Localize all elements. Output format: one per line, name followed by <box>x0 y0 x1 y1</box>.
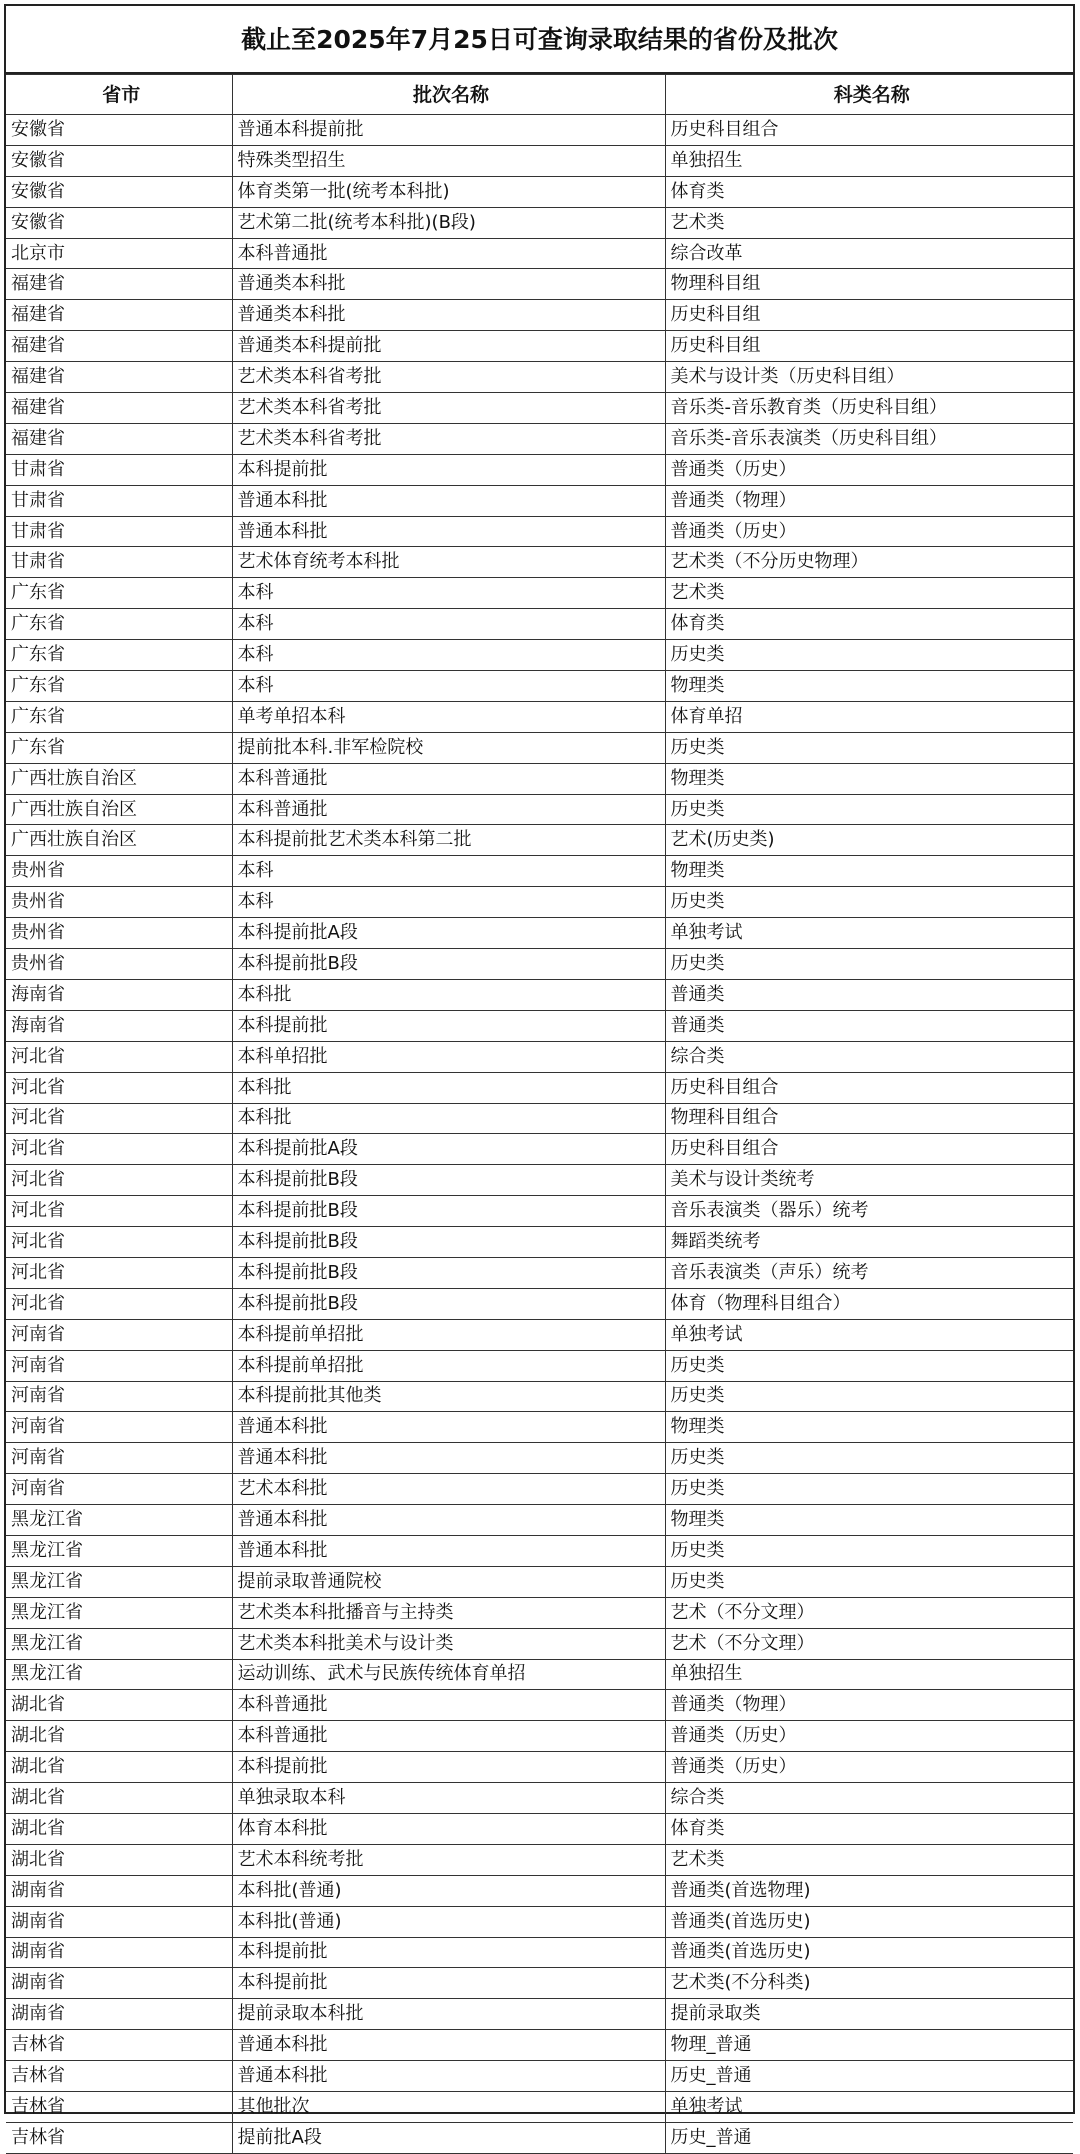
cell-batch-name: 普通类本科批 <box>232 300 665 331</box>
table-row <box>6 1010 1073 1041</box>
table-row <box>6 1628 1073 1659</box>
cell-batch-name: 本科提前批A段 <box>232 918 665 949</box>
cell-province: 安徽省 <box>6 176 232 207</box>
cell-province: 广东省 <box>6 732 232 763</box>
cell-category-name: 历史科目组 <box>665 300 1073 331</box>
cell-category-name: 历史_普通 <box>665 2061 1073 2092</box>
cell-category-name: 综合改革 <box>665 238 1073 269</box>
cell-batch-name: 艺术本科统考批 <box>232 1844 665 1875</box>
table-row <box>6 454 1073 485</box>
cell-batch-name: 普通类本科提前批 <box>232 331 665 362</box>
cell-batch-name: 体育类第一批(统考本科批) <box>232 176 665 207</box>
cell-province: 吉林省 <box>6 2122 232 2153</box>
cell-category-name: 艺术类（不分历史物理） <box>665 547 1073 578</box>
cell-batch-name: 提前批A段 <box>232 2122 665 2153</box>
table-row <box>6 1813 1073 1844</box>
cell-batch-name: 普通本科批 <box>232 485 665 516</box>
cell-category-name: 物理类 <box>665 763 1073 794</box>
cell-batch-name: 特殊类型招生 <box>232 145 665 176</box>
cell-batch-name: 艺术第二批(统考本科批)(B段) <box>232 207 665 238</box>
cell-batch-name: 本科提前批B段 <box>232 1196 665 1227</box>
cell-category-name: 普通类（物理） <box>665 1690 1073 1721</box>
cell-category-name: 历史类 <box>665 1474 1073 1505</box>
cell-province: 广西壮族自治区 <box>6 763 232 794</box>
page-title: 截止至2025年7月25日可查询录取结果的省份及批次 <box>6 6 1073 74</box>
cell-category-name: 物理类 <box>665 1505 1073 1536</box>
table-row <box>6 331 1073 362</box>
cell-category-name: 历史类 <box>665 732 1073 763</box>
table-row <box>6 2122 1073 2153</box>
cell-category-name: 提前录取类 <box>665 1999 1073 2030</box>
table-row <box>6 2092 1073 2123</box>
cell-province: 贵州省 <box>6 918 232 949</box>
cell-province: 安徽省 <box>6 145 232 176</box>
table-row <box>6 1659 1073 1690</box>
table-row <box>6 1474 1073 1505</box>
cell-province: 广东省 <box>6 609 232 640</box>
cell-batch-name: 本科普通批 <box>232 763 665 794</box>
table-row <box>6 269 1073 300</box>
cell-batch-name: 提前录取普通院校 <box>232 1566 665 1597</box>
cell-province: 河南省 <box>6 1443 232 1474</box>
cell-batch-name: 本科批 <box>232 1072 665 1103</box>
table-header-row <box>6 75 1073 115</box>
cell-province: 河北省 <box>6 1072 232 1103</box>
cell-batch-name: 本科提前批 <box>232 1968 665 1999</box>
cell-category-name: 综合类 <box>665 1041 1073 1072</box>
header-category-name: 科类名称 <box>665 75 1073 115</box>
cell-province: 黑龙江省 <box>6 1535 232 1566</box>
table-row <box>6 362 1073 393</box>
table-row <box>6 1597 1073 1628</box>
table-row <box>6 485 1073 516</box>
cell-province: 湖南省 <box>6 1875 232 1906</box>
cell-batch-name: 艺术类本科省考批 <box>232 423 665 454</box>
table-row <box>6 1412 1073 1443</box>
cell-province: 广西壮族自治区 <box>6 794 232 825</box>
table-row <box>6 1566 1073 1597</box>
cell-category-name: 艺术类 <box>665 207 1073 238</box>
cell-batch-name: 本科提前批 <box>232 1752 665 1783</box>
cell-batch-name: 本科 <box>232 609 665 640</box>
cell-province: 福建省 <box>6 423 232 454</box>
cell-category-name: 普通类（物理） <box>665 485 1073 516</box>
cell-province: 海南省 <box>6 1010 232 1041</box>
cell-category-name: 单独考试 <box>665 1319 1073 1350</box>
table-row <box>6 1319 1073 1350</box>
cell-province: 贵州省 <box>6 856 232 887</box>
table-row <box>6 671 1073 702</box>
cell-province: 贵州省 <box>6 949 232 980</box>
table-row <box>6 918 1073 949</box>
cell-category-name: 历史类 <box>665 887 1073 918</box>
cell-category-name: 普通类 <box>665 1010 1073 1041</box>
cell-category-name: 艺术(历史类) <box>665 825 1073 856</box>
table-row <box>6 1937 1073 1968</box>
cell-category-name: 体育类 <box>665 1813 1073 1844</box>
cell-category-name: 物理类 <box>665 856 1073 887</box>
cell-batch-name: 本科普通批 <box>232 794 665 825</box>
cell-province: 河南省 <box>6 1474 232 1505</box>
table-row <box>6 238 1073 269</box>
cell-province: 湖北省 <box>6 1690 232 1721</box>
cell-category-name: 历史类 <box>665 949 1073 980</box>
cell-province: 福建省 <box>6 393 232 424</box>
cell-category-name: 历史_普通 <box>665 2122 1073 2153</box>
cell-category-name: 物理_普通 <box>665 2030 1073 2061</box>
cell-batch-name: 普通本科批 <box>232 1505 665 1536</box>
cell-category-name: 美术与设计类（历史科目组） <box>665 362 1073 393</box>
cell-category-name: 艺术（不分文理） <box>665 1597 1073 1628</box>
cell-category-name: 普通类(首选物理) <box>665 1875 1073 1906</box>
cell-category-name: 物理类 <box>665 1412 1073 1443</box>
table-row <box>6 640 1073 671</box>
table-row <box>6 1844 1073 1875</box>
cell-province: 湖南省 <box>6 1968 232 1999</box>
table-row <box>6 115 1073 146</box>
cell-category-name: 普通类（历史） <box>665 454 1073 485</box>
table-row <box>6 1257 1073 1288</box>
table-row <box>6 207 1073 238</box>
cell-batch-name: 本科提前批B段 <box>232 1257 665 1288</box>
cell-batch-name: 本科提前批B段 <box>232 1288 665 1319</box>
cell-batch-name: 本科提前单招批 <box>232 1319 665 1350</box>
cell-batch-name: 艺术体育统考本科批 <box>232 547 665 578</box>
cell-batch-name: 本科单招批 <box>232 1041 665 1072</box>
cell-province: 河北省 <box>6 1227 232 1258</box>
table-row <box>6 547 1073 578</box>
cell-batch-name: 普通本科批 <box>232 1443 665 1474</box>
cell-category-name: 物理科目组 <box>665 269 1073 300</box>
cell-batch-name: 本科 <box>232 856 665 887</box>
cell-province: 黑龙江省 <box>6 1628 232 1659</box>
table-row <box>6 423 1073 454</box>
cell-province: 吉林省 <box>6 2030 232 2061</box>
table-row <box>6 949 1073 980</box>
cell-batch-name: 艺术类本科批美术与设计类 <box>232 1628 665 1659</box>
cell-batch-name: 普通本科批 <box>232 516 665 547</box>
cell-category-name: 普通类(首选历史) <box>665 1906 1073 1937</box>
cell-batch-name: 普通本科批 <box>232 1412 665 1443</box>
cell-province: 广东省 <box>6 640 232 671</box>
table-row <box>6 887 1073 918</box>
cell-province: 河南省 <box>6 1350 232 1381</box>
cell-province: 贵州省 <box>6 887 232 918</box>
cell-category-name: 综合类 <box>665 1783 1073 1814</box>
cell-category-name: 普通类（历史） <box>665 1721 1073 1752</box>
table-row <box>6 1906 1073 1937</box>
cell-batch-name: 本科普通批 <box>232 1690 665 1721</box>
table-row <box>6 393 1073 424</box>
cell-province: 湖南省 <box>6 1937 232 1968</box>
table-row <box>6 1752 1073 1783</box>
cell-province: 湖南省 <box>6 1999 232 2030</box>
cell-province: 湖北省 <box>6 1813 232 1844</box>
cell-batch-name: 普通本科批 <box>232 1535 665 1566</box>
cell-category-name: 普通类（历史） <box>665 516 1073 547</box>
cell-batch-name: 本科批(普通) <box>232 1875 665 1906</box>
cell-category-name: 历史类 <box>665 1350 1073 1381</box>
cell-category-name: 单独考试 <box>665 2092 1073 2123</box>
admission-table-sheet <box>4 4 1075 2148</box>
cell-batch-name: 普通本科批 <box>232 2030 665 2061</box>
cell-batch-name: 普通本科批 <box>232 2061 665 2092</box>
table-row <box>6 1381 1073 1412</box>
table-row <box>6 1999 1073 2030</box>
cell-category-name: 历史类 <box>665 1443 1073 1474</box>
cell-batch-name: 本科 <box>232 671 665 702</box>
cell-province: 河北省 <box>6 1134 232 1165</box>
cell-batch-name: 单考单招本科 <box>232 701 665 732</box>
cell-province: 广东省 <box>6 701 232 732</box>
cell-batch-name: 本科提前批 <box>232 1010 665 1041</box>
cell-category-name: 艺术类(不分科类) <box>665 1968 1073 1999</box>
cell-batch-name: 其他批次 <box>232 2092 665 2123</box>
cell-category-name: 体育类 <box>665 176 1073 207</box>
cell-category-name: 单独考试 <box>665 918 1073 949</box>
cell-province: 河南省 <box>6 1381 232 1412</box>
table-row <box>6 300 1073 331</box>
table-row <box>6 1103 1073 1134</box>
cell-batch-name: 本科普通批 <box>232 238 665 269</box>
cell-province: 河北省 <box>6 1041 232 1072</box>
cell-province: 黑龙江省 <box>6 1597 232 1628</box>
cell-batch-name: 本科批 <box>232 979 665 1010</box>
table-row <box>6 578 1073 609</box>
cell-province: 河北省 <box>6 1257 232 1288</box>
table-row <box>6 1721 1073 1752</box>
header-province: 省市 <box>6 75 232 115</box>
cell-batch-name: 运动训练、武术与民族传统体育单招 <box>232 1659 665 1690</box>
cell-batch-name: 本科提前批B段 <box>232 949 665 980</box>
cell-category-name: 单独招生 <box>665 1659 1073 1690</box>
table-row <box>6 1196 1073 1227</box>
cell-category-name: 历史类 <box>665 1535 1073 1566</box>
cell-batch-name: 本科提前单招批 <box>232 1350 665 1381</box>
cell-province: 福建省 <box>6 362 232 393</box>
cell-province: 河北省 <box>6 1288 232 1319</box>
cell-province: 湖北省 <box>6 1844 232 1875</box>
table-row <box>6 979 1073 1010</box>
cell-category-name: 音乐表演类（声乐）统考 <box>665 1257 1073 1288</box>
cell-province: 福建省 <box>6 331 232 362</box>
cell-category-name: 音乐类-音乐教育类（历史科目组） <box>665 393 1073 424</box>
cell-province: 海南省 <box>6 979 232 1010</box>
table-row <box>6 1165 1073 1196</box>
table-row <box>6 516 1073 547</box>
cell-province: 黑龙江省 <box>6 1659 232 1690</box>
table-row <box>6 1690 1073 1721</box>
cell-province: 吉林省 <box>6 2092 232 2123</box>
admission-table <box>6 74 1073 2154</box>
table-row <box>6 701 1073 732</box>
table-row <box>6 1968 1073 1999</box>
table-row <box>6 1041 1073 1072</box>
cell-category-name: 历史科目组 <box>665 331 1073 362</box>
cell-province: 湖北省 <box>6 1752 232 1783</box>
cell-batch-name: 提前批本科.非军检院校 <box>232 732 665 763</box>
cell-province: 广西壮族自治区 <box>6 825 232 856</box>
cell-category-name: 艺术类 <box>665 578 1073 609</box>
cell-batch-name: 本科批(普通) <box>232 1906 665 1937</box>
cell-province: 湖北省 <box>6 1783 232 1814</box>
cell-province: 福建省 <box>6 300 232 331</box>
cell-category-name: 普通类 <box>665 979 1073 1010</box>
cell-province: 安徽省 <box>6 207 232 238</box>
cell-batch-name: 普通本科提前批 <box>232 115 665 146</box>
cell-batch-name: 本科 <box>232 887 665 918</box>
table-row <box>6 2061 1073 2092</box>
cell-province: 河南省 <box>6 1319 232 1350</box>
cell-category-name: 历史科目组合 <box>665 115 1073 146</box>
cell-category-name: 体育单招 <box>665 701 1073 732</box>
cell-batch-name: 艺术本科批 <box>232 1474 665 1505</box>
cell-batch-name: 本科普通批 <box>232 1721 665 1752</box>
table-row <box>6 1535 1073 1566</box>
cell-province: 安徽省 <box>6 115 232 146</box>
cell-category-name: 普通类(首选历史) <box>665 1937 1073 1968</box>
cell-batch-name: 本科提前批其他类 <box>232 1381 665 1412</box>
cell-province: 甘肃省 <box>6 454 232 485</box>
table-row <box>6 794 1073 825</box>
cell-province: 河北省 <box>6 1196 232 1227</box>
table-row <box>6 1227 1073 1258</box>
cell-province: 黑龙江省 <box>6 1566 232 1597</box>
cell-category-name: 单独招生 <box>665 145 1073 176</box>
table-row <box>6 825 1073 856</box>
table-row <box>6 1288 1073 1319</box>
cell-batch-name: 本科 <box>232 640 665 671</box>
cell-category-name: 舞蹈类统考 <box>665 1227 1073 1258</box>
cell-category-name: 音乐类-音乐表演类（历史科目组） <box>665 423 1073 454</box>
cell-province: 河北省 <box>6 1103 232 1134</box>
table-row <box>6 1875 1073 1906</box>
cell-province: 甘肃省 <box>6 485 232 516</box>
table-row <box>6 1350 1073 1381</box>
cell-province: 黑龙江省 <box>6 1505 232 1536</box>
cell-batch-name: 本科提前批A段 <box>232 1134 665 1165</box>
cell-batch-name: 本科提前批 <box>232 1937 665 1968</box>
cell-province: 福建省 <box>6 269 232 300</box>
cell-category-name: 历史类 <box>665 1381 1073 1412</box>
table-row <box>6 732 1073 763</box>
cell-category-name: 美术与设计类统考 <box>665 1165 1073 1196</box>
cell-province: 甘肃省 <box>6 516 232 547</box>
cell-batch-name: 艺术类本科批播音与主持类 <box>232 1597 665 1628</box>
table-row <box>6 2030 1073 2061</box>
cell-province: 甘肃省 <box>6 547 232 578</box>
cell-category-name: 体育类 <box>665 609 1073 640</box>
cell-category-name: 历史类 <box>665 640 1073 671</box>
table-row <box>6 1783 1073 1814</box>
cell-category-name: 历史科目组合 <box>665 1134 1073 1165</box>
cell-category-name: 物理科目组合 <box>665 1103 1073 1134</box>
cell-category-name: 体育（物理科目组合） <box>665 1288 1073 1319</box>
cell-category-name: 音乐表演类（器乐）统考 <box>665 1196 1073 1227</box>
cell-province: 北京市 <box>6 238 232 269</box>
cell-batch-name: 本科提前批B段 <box>232 1227 665 1258</box>
table-row <box>6 1134 1073 1165</box>
table-row <box>6 1505 1073 1536</box>
cell-category-name: 艺术类 <box>665 1844 1073 1875</box>
cell-province: 吉林省 <box>6 2061 232 2092</box>
cell-batch-name: 普通类本科批 <box>232 269 665 300</box>
cell-category-name: 历史类 <box>665 794 1073 825</box>
cell-province: 河北省 <box>6 1165 232 1196</box>
table-row <box>6 763 1073 794</box>
cell-batch-name: 本科提前批艺术类本科第二批 <box>232 825 665 856</box>
cell-batch-name: 本科提前批B段 <box>232 1165 665 1196</box>
cell-batch-name: 本科批 <box>232 1103 665 1134</box>
table-row <box>6 609 1073 640</box>
cell-category-name: 物理类 <box>665 671 1073 702</box>
cell-province: 河南省 <box>6 1412 232 1443</box>
cell-province: 湖南省 <box>6 1906 232 1937</box>
cell-batch-name: 本科提前批 <box>232 454 665 485</box>
cell-province: 广东省 <box>6 671 232 702</box>
cell-batch-name: 本科 <box>232 578 665 609</box>
cell-category-name: 普通类（历史） <box>665 1752 1073 1783</box>
cell-batch-name: 单独录取本科 <box>232 1783 665 1814</box>
cell-batch-name: 体育本科批 <box>232 1813 665 1844</box>
cell-batch-name: 提前录取本科批 <box>232 1999 665 2030</box>
header-batch-name: 批次名称 <box>232 75 665 115</box>
table-row <box>6 176 1073 207</box>
cell-province: 湖北省 <box>6 1721 232 1752</box>
table-row <box>6 1443 1073 1474</box>
table-row <box>6 856 1073 887</box>
cell-category-name: 艺术（不分文理） <box>665 1628 1073 1659</box>
cell-batch-name: 艺术类本科省考批 <box>232 362 665 393</box>
cell-category-name: 历史科目组合 <box>665 1072 1073 1103</box>
table-body <box>6 115 1073 2154</box>
cell-category-name: 历史类 <box>665 1566 1073 1597</box>
cell-province: 广东省 <box>6 578 232 609</box>
table-row <box>6 1072 1073 1103</box>
cell-batch-name: 艺术类本科省考批 <box>232 393 665 424</box>
table-row <box>6 145 1073 176</box>
